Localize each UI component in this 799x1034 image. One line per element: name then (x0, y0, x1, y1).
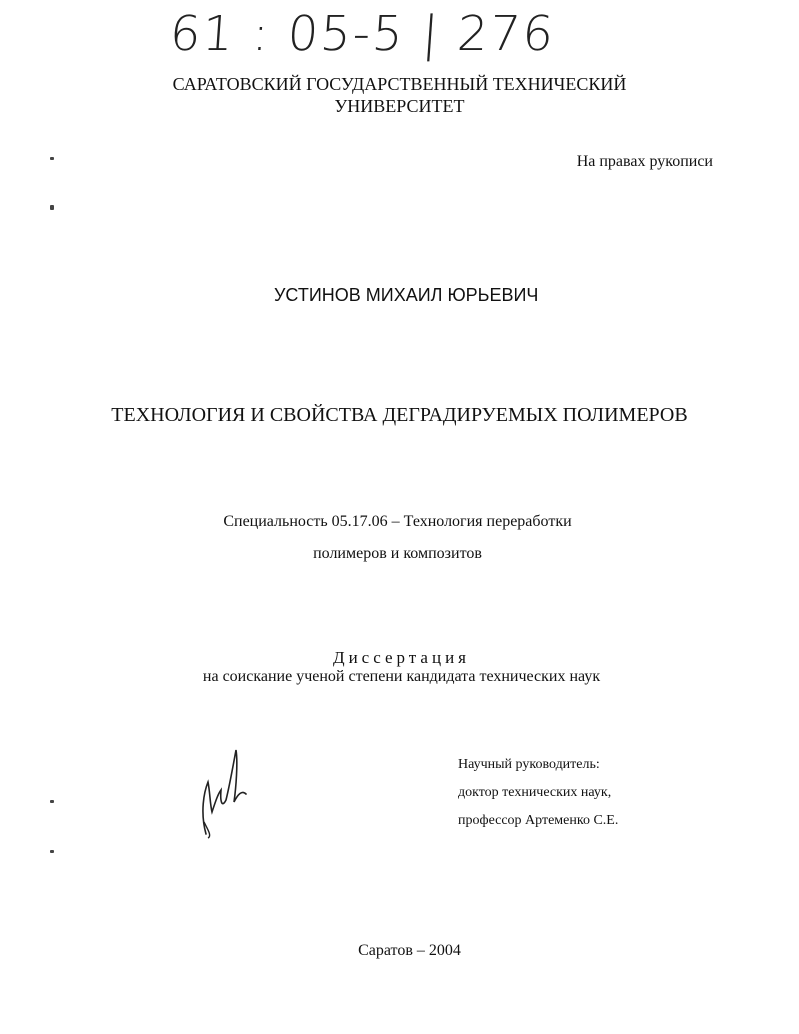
dissertation-label: Диссертация (332, 648, 470, 667)
place-and-year: Саратов – 2004 (358, 942, 461, 959)
university-name (0, 73, 799, 117)
scan-speck (50, 850, 54, 853)
scan-speck (50, 205, 54, 210)
manuscript-rights-note: На правах рукописи (576, 153, 713, 170)
author-name: УСТИНОВ МИХАИЛ ЮРЬЕВИЧ (274, 285, 539, 305)
scan-speck (50, 157, 54, 160)
degree-line: на соискание ученой степени кандидата технических наук (202, 668, 601, 685)
university-line-1: САРАТОВСКИЙ ГОСУДАРСТВЕННЫЙ ТЕХНИЧЕСКИЙ (172, 74, 627, 94)
specialty-line-2: полимеров и композитов (313, 545, 482, 562)
scan-speck (50, 800, 54, 803)
signature-icon (196, 742, 256, 842)
supervisor-block (458, 751, 618, 835)
dissertation-title: ТЕХНОЛОГИЯ И СВОЙСТВА ДЕГРАДИРУЕМЫХ ПОЛИМЕРОВ (111, 404, 688, 426)
archive-number-handwritten: 61 : 05-5 | 276 (168, 6, 557, 62)
specialty-line-1: Специальность 05.17.06 – Технология переработки (223, 513, 572, 530)
supervisor-label: Научный руководитель: (458, 757, 600, 772)
supervisor-name: профессор Артеменко С.Е. (458, 813, 619, 828)
specialty-block (0, 506, 797, 570)
supervisor-rank: доктор технических наук, (458, 785, 612, 800)
university-line-2: УНИВЕРСИТЕТ (334, 96, 465, 116)
